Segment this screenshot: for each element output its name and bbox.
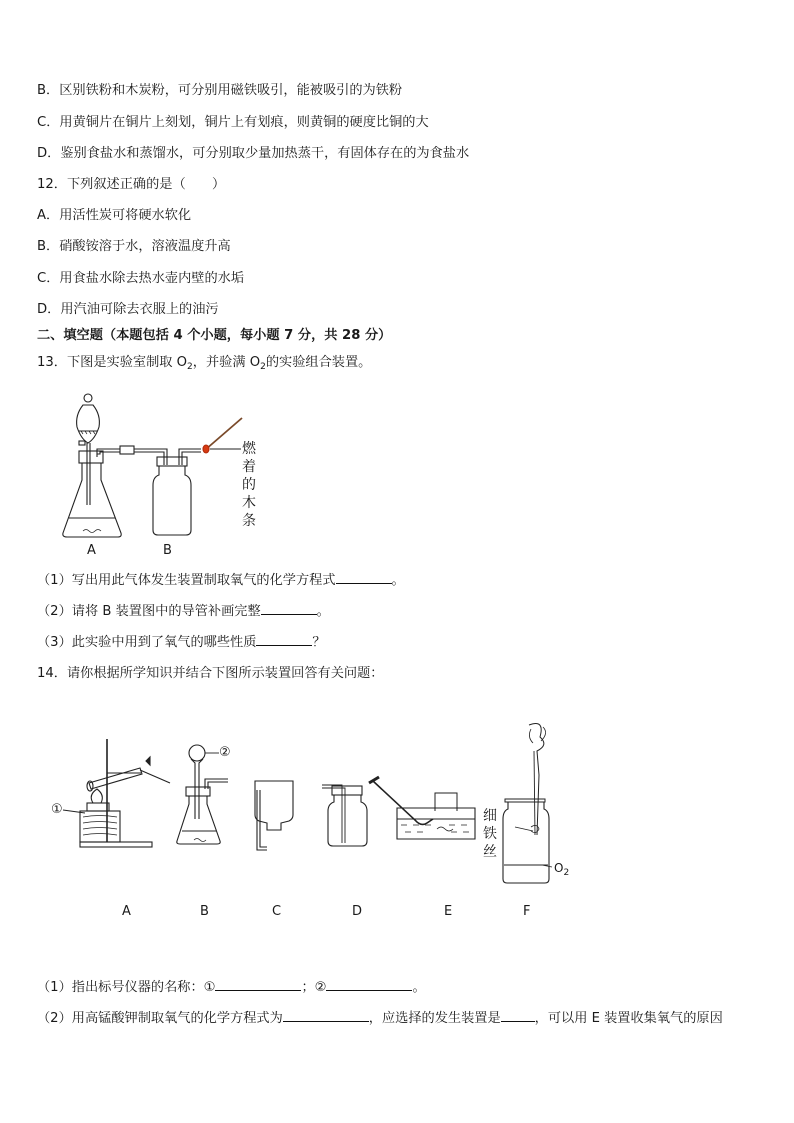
q12-option-b: B．硝酸铵溶于水，溶液温度升高	[37, 239, 231, 254]
q11-option-d: D．鉴别食盐水和蒸馏水，可分别取少量加热蒸干，有固体存在的为食盐水	[37, 146, 470, 161]
q14-part1-blank2[interactable]	[326, 978, 412, 991]
q13-part3: （3）此实验中用到了氧气的哪些性质 ？	[37, 635, 326, 650]
q13-part2-blank[interactable]	[261, 602, 317, 615]
q14-part2-blank1[interactable]	[283, 1009, 369, 1022]
q14-wire-label-line2: 铁	[483, 826, 497, 842]
q12-option-c: C．用食盐水除去热水壶内壁的水垢	[37, 271, 245, 286]
q14-marker-1: ①	[51, 802, 63, 817]
q11-option-c: C．用黄铜片在铜片上刻划，铜片上有划痕，则黄铜的硬度比铜的大	[37, 115, 429, 130]
section-title: 二、填空题（本题包括 4 个小题，每小题 7 分，共 28 分）	[37, 328, 392, 343]
q14-marker-2: ②	[219, 745, 231, 760]
q11-option-b: B．区别铁粉和木炭粉，可分别用磁铁吸引，能被吸引的为铁粉	[37, 83, 403, 98]
q14-stem: 14．请你根据所学知识并结合下图所示装置回答有关问题：	[37, 666, 384, 681]
q13-stem: 13．下图是实验室制取 $O_2$，并验满 $O_2$的实验组合装置。	[37, 355, 372, 372]
q13-part1-blank[interactable]	[336, 571, 392, 584]
q14-part2: （2）用高锰酸钾制取氧气的化学方程式为 ，应选择的发生装置是 ，可以用 E 装置收集氧气的原因	[37, 1011, 723, 1026]
q13-stick-label-line2: 的木	[242, 477, 256, 511]
q13-stick-label-line3: 条	[242, 513, 256, 529]
q14-label-f: F	[523, 904, 531, 919]
q13-label-b: B	[163, 543, 172, 558]
q14-wire-label-line3: 丝	[483, 844, 497, 860]
q14-part1-blank1[interactable]	[215, 978, 301, 991]
q12-option-d: D．用汽油可除去衣服上的油污	[37, 302, 219, 317]
q14-apparatus-drawing	[45, 715, 605, 925]
q13-stick-label	[241, 440, 257, 530]
q13-apparatus-drawing	[55, 385, 295, 565]
q14-label-a: A	[122, 904, 131, 919]
q13-part3-blank[interactable]	[256, 633, 312, 646]
q13-label-a: A	[87, 543, 96, 558]
q14-part2-blank2[interactable]	[501, 1009, 535, 1022]
q13-part2: （2）请将 B 装置图中的导管补画完整 。	[37, 604, 330, 619]
q12-option-a: A．用活性炭可将硬水软化	[37, 208, 192, 223]
q14-label-d: D	[352, 904, 363, 919]
q13-apparatus-figure	[55, 385, 295, 565]
q14-o2-label: $O_2$	[554, 861, 570, 878]
q14-apparatus-figure	[45, 715, 605, 925]
q12-stem: 12．下列叙述正确的是（ ）	[37, 177, 226, 192]
q14-wire-label-line1: 细	[483, 808, 497, 824]
q13-stick-label-line1: 燃着	[242, 441, 256, 475]
q14-label-b: B	[200, 904, 209, 919]
q14-label-e: E	[444, 904, 453, 919]
q14-wire-label	[482, 807, 498, 861]
q14-label-c: C	[272, 904, 282, 919]
q14-part1: （1）指出标号仪器的名称：① ；② 。	[37, 980, 426, 995]
q13-part1: （1）写出用此气体发生装置制取氧气的化学方程式 。	[37, 573, 405, 588]
